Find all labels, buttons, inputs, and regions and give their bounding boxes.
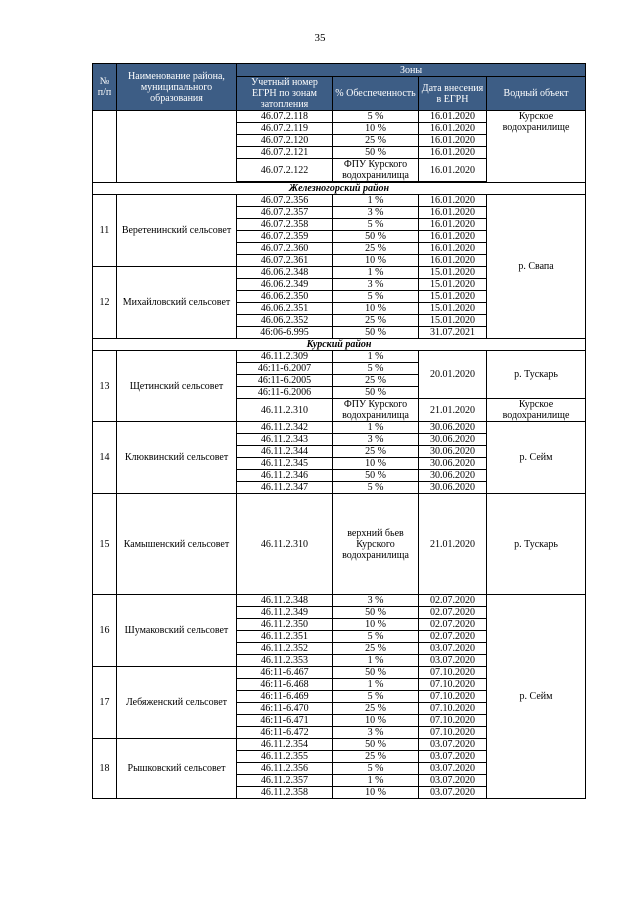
reg-cell: 46.11.2.355 bbox=[237, 751, 333, 763]
pct-cell: 1 % bbox=[333, 422, 419, 434]
date-cell: 16.01.2020 bbox=[419, 219, 487, 231]
reg-cell: 46.07.2.122 bbox=[237, 159, 333, 182]
date-cell: 03.07.2020 bbox=[419, 787, 487, 799]
municipality-name: Михайловский сельсовет bbox=[117, 267, 237, 339]
row-num: 11 bbox=[93, 195, 117, 267]
municipality-name: Клюквинский сельсовет bbox=[117, 422, 237, 494]
date-cell: 15.01.2020 bbox=[419, 303, 487, 315]
reg-cell: 46:11-6.467 bbox=[237, 667, 333, 679]
pct-cell: 10 % bbox=[333, 619, 419, 631]
row-num: 17 bbox=[93, 667, 117, 739]
date-cell: 15.01.2020 bbox=[419, 315, 487, 327]
reg-cell: 46.11.2.352 bbox=[237, 643, 333, 655]
date-cell: 07.10.2020 bbox=[419, 703, 487, 715]
reg-cell: 46.07.2.119 bbox=[237, 123, 333, 135]
municipality-name: Щетинский сельсовет bbox=[117, 351, 237, 422]
pct-cell: 10 % bbox=[333, 458, 419, 470]
reg-cell: 46.07.2.361 bbox=[237, 255, 333, 267]
reg-cell: 46.11.2.356 bbox=[237, 763, 333, 775]
pct-cell: 50 % bbox=[333, 147, 419, 159]
reg-cell: 46:11-6.2007 bbox=[237, 363, 333, 375]
date-cell: 16.01.2020 bbox=[419, 159, 487, 182]
reg-cell: 46.11.2.348 bbox=[237, 595, 333, 607]
zones-table bbox=[92, 63, 586, 799]
col-pct-header: % Обеспеченность bbox=[333, 77, 419, 111]
row-num: 15 bbox=[93, 494, 117, 595]
zones-header: Зоны bbox=[237, 64, 586, 77]
date-cell: 16.01.2020 bbox=[419, 207, 487, 219]
reg-cell: 46.07.2.359 bbox=[237, 231, 333, 243]
pct-cell: 10 % bbox=[333, 715, 419, 727]
reg-cell: 46.07.2.118 bbox=[237, 111, 333, 123]
date-cell: 02.07.2020 bbox=[419, 607, 487, 619]
reg-cell: 46:11-6.2006 bbox=[237, 387, 333, 399]
water-cell: р. Тускарь bbox=[487, 351, 586, 399]
date-cell: 03.07.2020 bbox=[419, 739, 487, 751]
reg-cell: 46.11.2.347 bbox=[237, 482, 333, 494]
reg-cell: 46.11.2.357 bbox=[237, 775, 333, 787]
cont-num-cell bbox=[93, 111, 117, 183]
date-cell: 30.06.2020 bbox=[419, 458, 487, 470]
reg-cell: 46.11.2.310 bbox=[237, 399, 333, 422]
pct-cell: 25 % bbox=[333, 243, 419, 255]
pct-cell: 50 % bbox=[333, 387, 419, 399]
date-cell: 03.07.2020 bbox=[419, 763, 487, 775]
water-cell: р. Сейм bbox=[487, 595, 586, 799]
col-num-header: № п/п bbox=[93, 64, 117, 111]
date-cell: 30.06.2020 bbox=[419, 422, 487, 434]
date-cell: 07.10.2020 bbox=[419, 679, 487, 691]
pct-cell: 25 % bbox=[333, 315, 419, 327]
pct-cell: 5 % bbox=[333, 111, 419, 123]
reg-cell: 46.11.2.344 bbox=[237, 446, 333, 458]
pct-cell: 50 % bbox=[333, 607, 419, 619]
reg-cell: 46.11.2.349 bbox=[237, 607, 333, 619]
date-cell: 16.01.2020 bbox=[419, 231, 487, 243]
reg-cell: 46:11-6.468 bbox=[237, 679, 333, 691]
municipality-name: Веретенинский сельсовет bbox=[117, 195, 237, 267]
date-cell: 02.07.2020 bbox=[419, 595, 487, 607]
date-cell: 15.01.2020 bbox=[419, 291, 487, 303]
pct-cell: 25 % bbox=[333, 375, 419, 387]
pct-cell: 1 % bbox=[333, 775, 419, 787]
reg-cell: 46.07.2.357 bbox=[237, 207, 333, 219]
pct-cell: ФПУ Курского водохранилища bbox=[333, 159, 419, 182]
pct-cell: 5 % bbox=[333, 291, 419, 303]
date-cell: 07.10.2020 bbox=[419, 715, 487, 727]
date-cell: 07.10.2020 bbox=[419, 691, 487, 703]
reg-cell: 46:11-6.2005 bbox=[237, 375, 333, 387]
pct-cell: 50 % bbox=[333, 667, 419, 679]
reg-cell: 46.11.2.342 bbox=[237, 422, 333, 434]
reg-cell: 46:11-6.472 bbox=[237, 727, 333, 739]
pct-cell: 50 % bbox=[333, 470, 419, 482]
pct-cell: 50 % bbox=[333, 231, 419, 243]
section-zheleznogorsk: Железногорский район bbox=[93, 183, 586, 195]
reg-cell: 46.11.2.346 bbox=[237, 470, 333, 482]
pct-cell: 10 % bbox=[333, 123, 419, 135]
date-cell: 21.01.2020 bbox=[419, 494, 487, 595]
date-cell: 16.01.2020 bbox=[419, 255, 487, 267]
col-date-header: Дата внесения в ЕГРН bbox=[419, 77, 487, 111]
water-cell: Курское водохранилище bbox=[487, 111, 586, 183]
reg-cell: 46.07.2.358 bbox=[237, 219, 333, 231]
pct-cell: 10 % bbox=[333, 787, 419, 799]
date-cell: 20.01.2020 bbox=[419, 351, 487, 399]
date-cell: 02.07.2020 bbox=[419, 619, 487, 631]
reg-cell: 46.07.2.356 bbox=[237, 195, 333, 207]
reg-cell: 46:06-6.995 bbox=[237, 327, 333, 339]
pct-cell: 25 % bbox=[333, 703, 419, 715]
reg-cell: 46.06.2.351 bbox=[237, 303, 333, 315]
reg-cell: 46:11-6.471 bbox=[237, 715, 333, 727]
reg-cell: 46.11.2.358 bbox=[237, 787, 333, 799]
date-cell: 16.01.2020 bbox=[419, 111, 487, 123]
row-num: 14 bbox=[93, 422, 117, 494]
pct-cell: 1 % bbox=[333, 679, 419, 691]
date-cell: 16.01.2020 bbox=[419, 123, 487, 135]
date-cell: 03.07.2020 bbox=[419, 643, 487, 655]
pct-cell: 1 % bbox=[333, 351, 419, 363]
pct-cell: 10 % bbox=[333, 303, 419, 315]
reg-cell: 46:11-6.469 bbox=[237, 691, 333, 703]
municipality-name: Рышковский сельсовет bbox=[117, 739, 237, 799]
reg-cell: 46.11.2.343 bbox=[237, 434, 333, 446]
pct-cell: 5 % bbox=[333, 482, 419, 494]
pct-cell: 3 % bbox=[333, 279, 419, 291]
municipality-name: Камышенский сельсовет bbox=[117, 494, 237, 595]
pct-cell: 1 % bbox=[333, 195, 419, 207]
row-num: 13 bbox=[93, 351, 117, 422]
pct-cell: 5 % bbox=[333, 631, 419, 643]
pct-cell: 25 % bbox=[333, 135, 419, 147]
date-cell: 03.07.2020 bbox=[419, 775, 487, 787]
pct-cell: 50 % bbox=[333, 739, 419, 751]
reg-cell: 46.07.2.120 bbox=[237, 135, 333, 147]
reg-cell: 46.11.2.351 bbox=[237, 631, 333, 643]
water-cell: р. Свапа bbox=[487, 195, 586, 339]
pct-cell: 5 % bbox=[333, 763, 419, 775]
date-cell: 03.07.2020 bbox=[419, 655, 487, 667]
pct-cell: 3 % bbox=[333, 207, 419, 219]
water-cell: р. Тускарь bbox=[487, 494, 586, 595]
date-cell: 16.01.2020 bbox=[419, 243, 487, 255]
col-reg-header: Учетный номер ЕГРН по зонам затопления bbox=[237, 77, 333, 111]
reg-cell: 46.07.2.360 bbox=[237, 243, 333, 255]
pct-cell: верхний бьев Курского водохранилища bbox=[333, 494, 419, 595]
date-cell: 07.10.2020 bbox=[419, 667, 487, 679]
reg-cell: 46.07.2.121 bbox=[237, 147, 333, 159]
municipality-name: Шумаковский сельсовет bbox=[117, 595, 237, 667]
pct-cell: ФПУ Курского водохранилища bbox=[333, 399, 419, 422]
date-cell: 30.06.2020 bbox=[419, 446, 487, 458]
reg-cell: 46.06.2.350 bbox=[237, 291, 333, 303]
pct-cell: 5 % bbox=[333, 691, 419, 703]
row-num: 16 bbox=[93, 595, 117, 667]
date-cell: 15.01.2020 bbox=[419, 279, 487, 291]
pct-cell: 25 % bbox=[333, 446, 419, 458]
reg-cell: 46.11.2.354 bbox=[237, 739, 333, 751]
reg-cell: 46.11.2.309 bbox=[237, 351, 333, 363]
row-num: 18 bbox=[93, 739, 117, 799]
cont-name-cell bbox=[117, 111, 237, 183]
section-kursk: Курский район bbox=[93, 339, 586, 351]
pct-cell: 3 % bbox=[333, 727, 419, 739]
date-cell: 21.01.2020 bbox=[419, 399, 487, 422]
municipality-name: Лебяженский сельсовет bbox=[117, 667, 237, 739]
pct-cell: 1 % bbox=[333, 267, 419, 279]
pct-cell: 5 % bbox=[333, 363, 419, 375]
water-cell: Курское водохранилище bbox=[487, 399, 586, 422]
reg-cell: 46.11.2.310 bbox=[237, 494, 333, 595]
date-cell: 15.01.2020 bbox=[419, 267, 487, 279]
date-cell: 16.01.2020 bbox=[419, 135, 487, 147]
pct-cell: 25 % bbox=[333, 751, 419, 763]
pct-cell: 3 % bbox=[333, 595, 419, 607]
row-num: 12 bbox=[93, 267, 117, 339]
pct-cell: 50 % bbox=[333, 327, 419, 339]
date-cell: 16.01.2020 bbox=[419, 147, 487, 159]
date-cell: 07.10.2020 bbox=[419, 727, 487, 739]
pct-cell: 25 % bbox=[333, 643, 419, 655]
date-cell: 31.07.2021 bbox=[419, 327, 487, 339]
pct-cell: 1 % bbox=[333, 655, 419, 667]
reg-cell: 46.06.2.352 bbox=[237, 315, 333, 327]
date-cell: 30.06.2020 bbox=[419, 434, 487, 446]
pct-cell: 5 % bbox=[333, 219, 419, 231]
reg-cell: 46.06.2.349 bbox=[237, 279, 333, 291]
col-name-header: Наименование района, муниципального образования bbox=[117, 64, 237, 111]
pct-cell: 10 % bbox=[333, 255, 419, 267]
water-cell: р. Сейм bbox=[487, 422, 586, 494]
pct-cell: 3 % bbox=[333, 434, 419, 446]
date-cell: 16.01.2020 bbox=[419, 195, 487, 207]
reg-cell: 46.11.2.345 bbox=[237, 458, 333, 470]
reg-cell: 46.06.2.348 bbox=[237, 267, 333, 279]
page-number: 35 bbox=[314, 32, 326, 44]
date-cell: 02.07.2020 bbox=[419, 631, 487, 643]
date-cell: 03.07.2020 bbox=[419, 751, 487, 763]
date-cell: 30.06.2020 bbox=[419, 482, 487, 494]
reg-cell: 46.11.2.350 bbox=[237, 619, 333, 631]
col-water-header: Водный объект bbox=[487, 77, 586, 111]
date-cell: 30.06.2020 bbox=[419, 470, 487, 482]
reg-cell: 46:11-6.470 bbox=[237, 703, 333, 715]
reg-cell: 46.11.2.353 bbox=[237, 655, 333, 667]
